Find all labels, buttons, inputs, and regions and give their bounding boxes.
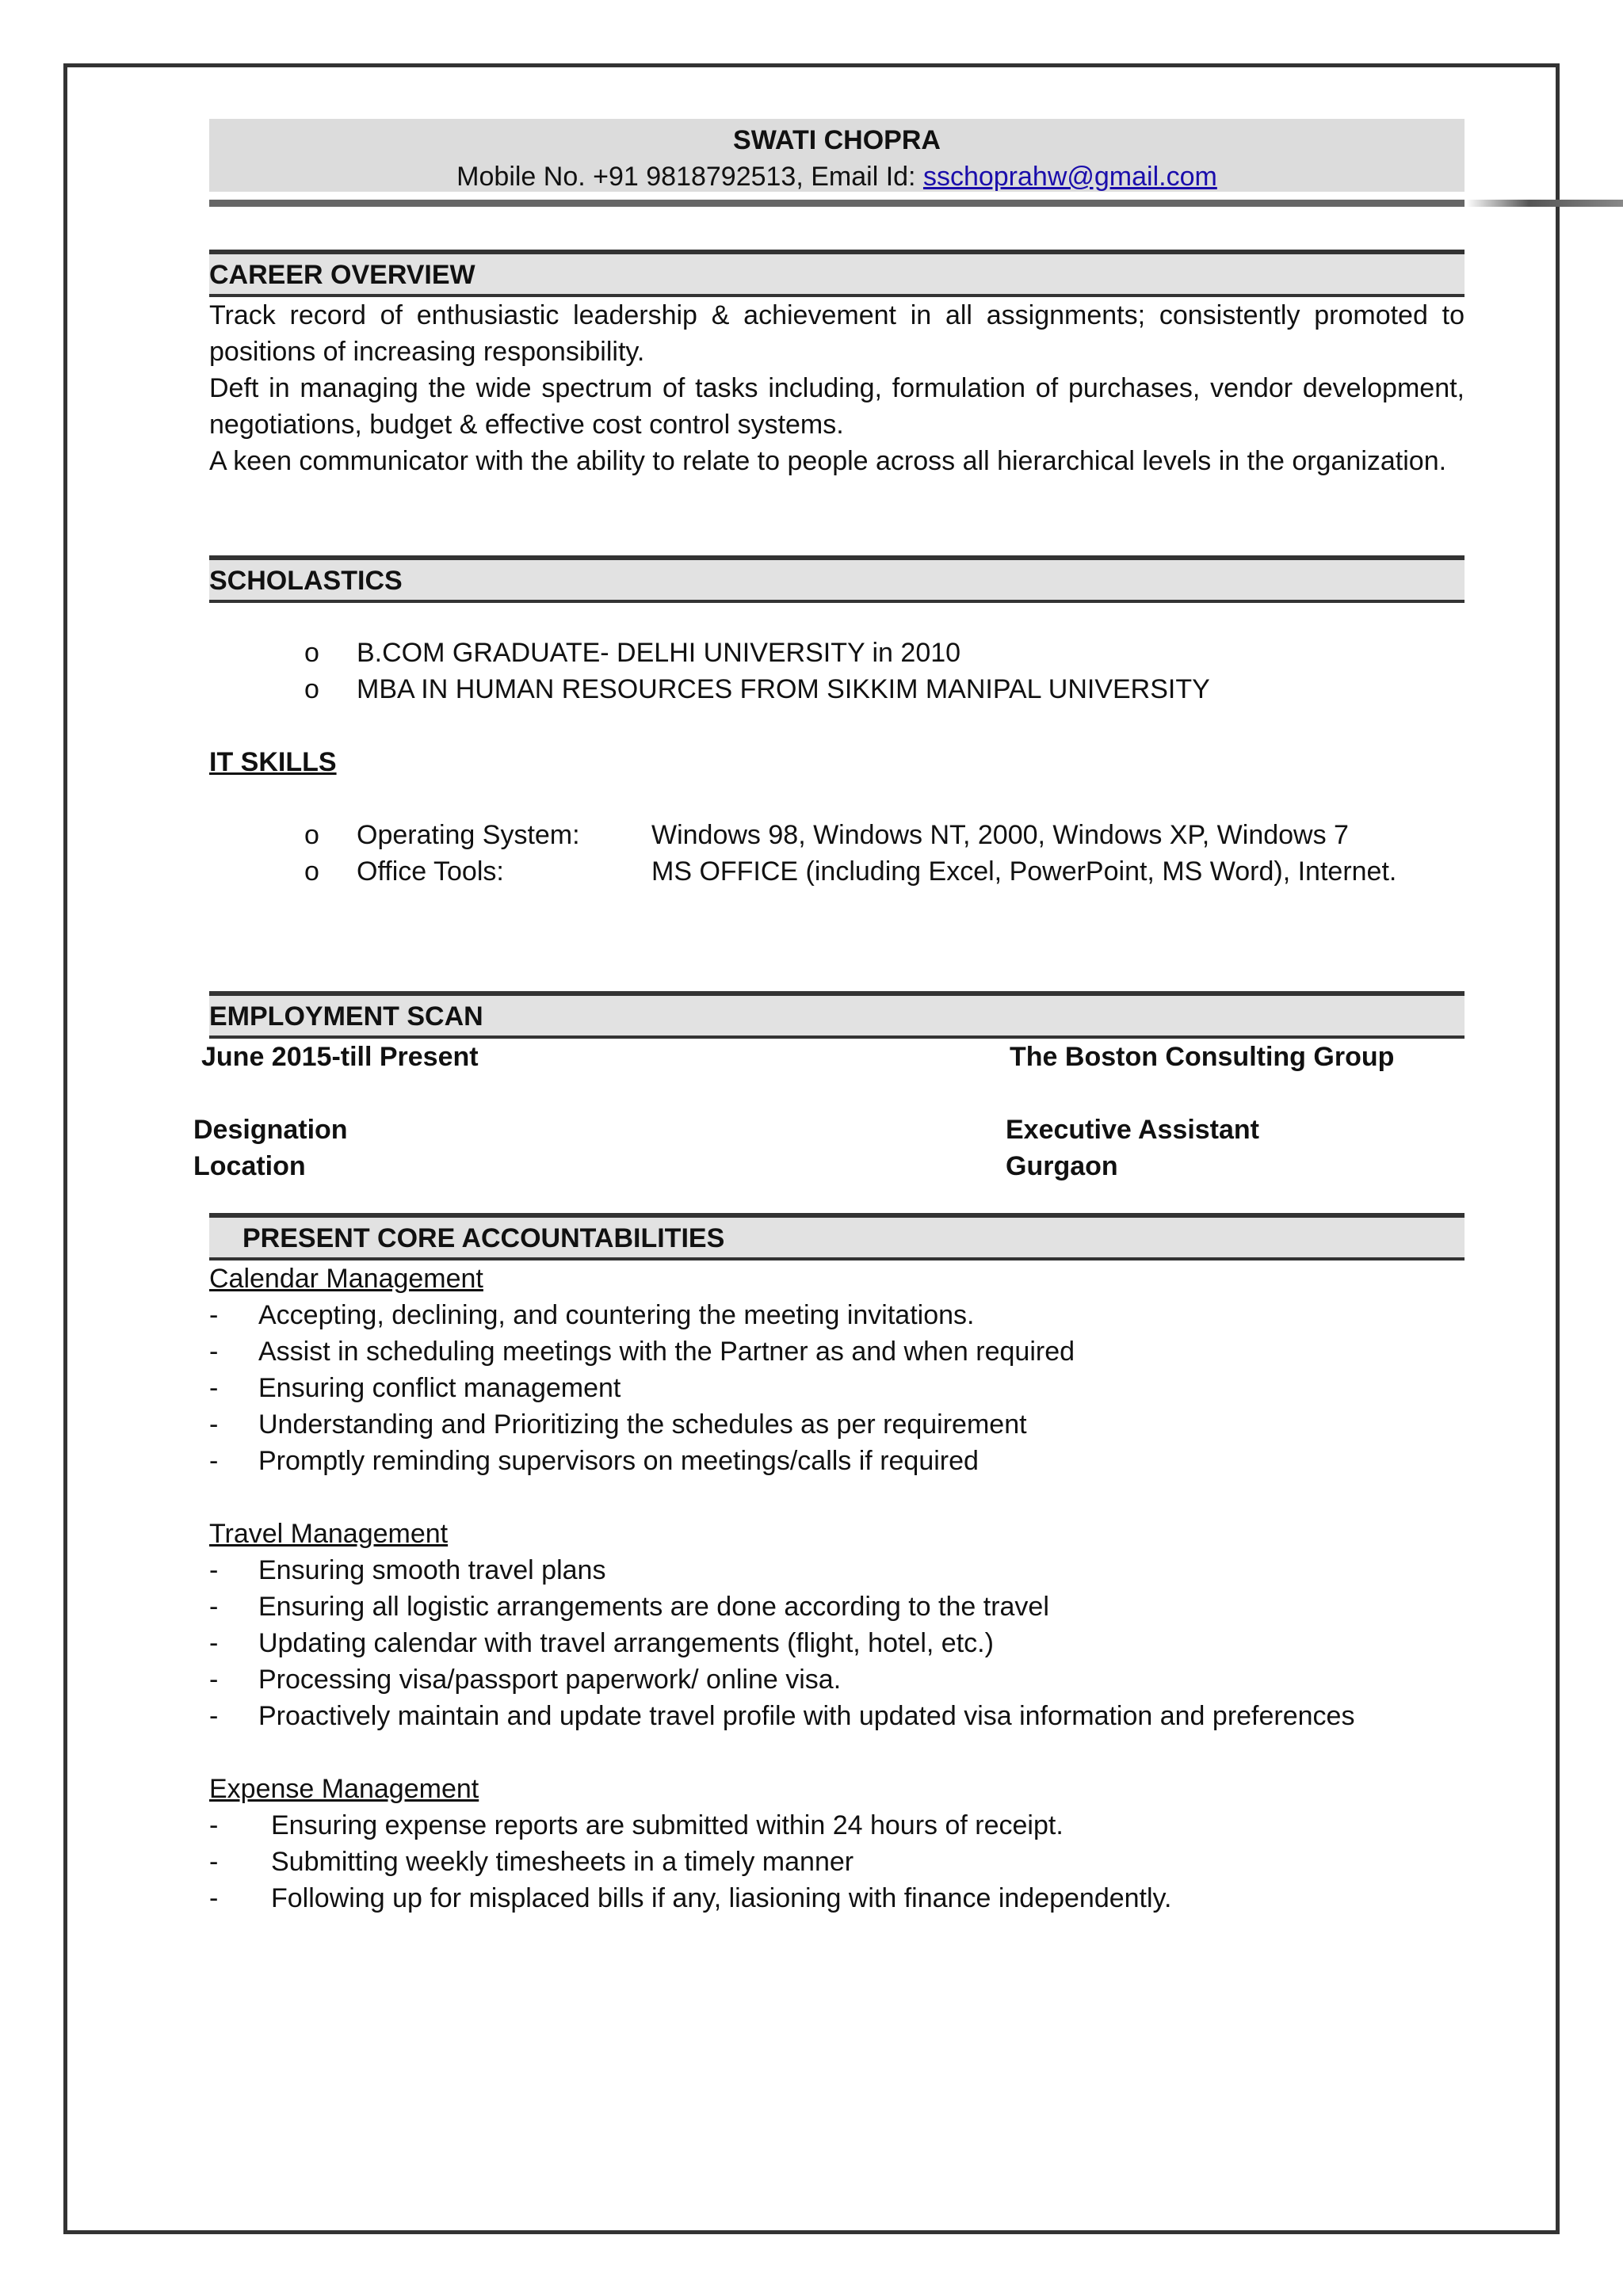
list-item: - Ensuring all logistic arrangements are done according to the travel	[209, 1589, 1465, 1625]
skill-label: o Office Tools:	[357, 856, 504, 887]
location-value: Gurgaon	[1006, 1151, 1118, 1181]
contact-line	[209, 158, 1465, 195]
list-item: - Promptly reminding supervisors on meetings/calls if required	[209, 1443, 1465, 1479]
list-item: - Understanding and Prioritizing the schedules as per requirement	[209, 1406, 1465, 1443]
expense-list	[209, 1807, 1465, 1917]
contact-text: Mobile No. +91 9818792513, Email Id:	[456, 162, 923, 192]
candidate-name: SWATI CHOPRA	[733, 125, 941, 155]
list-item: - Submitting weekly timesheets in a timely manner	[209, 1844, 1465, 1880]
decorative-line	[1466, 200, 1623, 207]
resume-content	[193, 119, 1465, 1917]
section-scholastics: SCHOLASTICS	[209, 555, 1465, 603]
travel-list	[209, 1552, 1465, 1734]
list-item	[304, 853, 1465, 890]
location-label: Location	[193, 1151, 306, 1181]
calendar-list	[209, 1297, 1465, 1479]
list-item: - Processing visa/passport paperwork/ online visa.	[209, 1661, 1465, 1698]
career-paragraphs	[209, 297, 1465, 479]
email-link[interactable]: sschoprahw@gmail.com	[922, 162, 1217, 192]
designation-value: Executive Assistant	[1006, 1115, 1259, 1145]
designation-label: Designation	[193, 1115, 348, 1145]
calendar-management-title: Calendar Management	[209, 1264, 483, 1294]
list-item: - Ensuring conflict management	[209, 1370, 1465, 1406]
employment-period: June 2015-till Present	[201, 1042, 479, 1072]
location-row	[193, 1148, 1465, 1184]
section-core-accountabilities: PRESENT CORE ACCOUNTABILITIES	[209, 1213, 1465, 1261]
header	[209, 119, 1465, 192]
career-paragraph: Track record of enthusiastic leadership & achievement in all assignments; consistently promoted to positions of increasing responsibility.	[209, 300, 1465, 367]
expense-management-title: Expense Management	[209, 1774, 479, 1804]
list-item: - Assist in scheduling meetings with the Partner as and when required	[209, 1333, 1465, 1370]
designation-row	[193, 1112, 1465, 1148]
career-paragraph: Deft in managing the wide spectrum of tasks including, formulation of purchases, vendor development, negotiations, budget & effective cost control systems.	[209, 373, 1465, 440]
skill-label: o Operating System:	[357, 820, 580, 850]
section-career-overview: CAREER OVERVIEW	[209, 250, 1465, 297]
list-item	[304, 817, 1465, 853]
it-skills-list	[304, 817, 1465, 890]
list-item: - Proactively maintain and update travel profile with updated visa information and preferences	[209, 1698, 1465, 1734]
employment-header-row	[201, 1039, 1465, 1075]
section-employment-scan: EMPLOYMENT SCAN	[209, 991, 1465, 1039]
list-item: o MBA IN HUMAN RESOURCES FROM SIKKIM MANIPAL UNIVERSITY	[304, 671, 1465, 707]
skill-value: Windows 98, Windows NT, 2000, Windows XP, Windows 7	[651, 820, 1349, 850]
header-rule	[209, 200, 1465, 207]
skill-value: MS OFFICE (including Excel, PowerPoint, MS Word), Internet.	[651, 856, 1397, 887]
career-paragraph: A keen communicator with the ability to relate to people across all hierarchical levels in the organization.	[209, 446, 1447, 476]
list-item: - Following up for misplaced bills if any, liasioning with finance independently.	[209, 1880, 1465, 1917]
list-item: o B.COM GRADUATE- DELHI UNIVERSITY in 2010	[304, 635, 1465, 671]
list-item: - Accepting, declining, and countering the meeting invitations.	[209, 1297, 1465, 1333]
list-item: - Ensuring expense reports are submitted within 24 hours of receipt.	[209, 1807, 1465, 1844]
travel-management-title: Travel Management	[209, 1519, 449, 1549]
scholastics-list	[304, 635, 1465, 707]
employment-company: The Boston Consulting Group	[1010, 1042, 1395, 1072]
list-item: - Ensuring smooth travel plans	[209, 1552, 1465, 1589]
it-skills-title: IT SKILLS	[209, 747, 337, 777]
list-item: - Updating calendar with travel arrangements (flight, hotel, etc.)	[209, 1625, 1465, 1661]
